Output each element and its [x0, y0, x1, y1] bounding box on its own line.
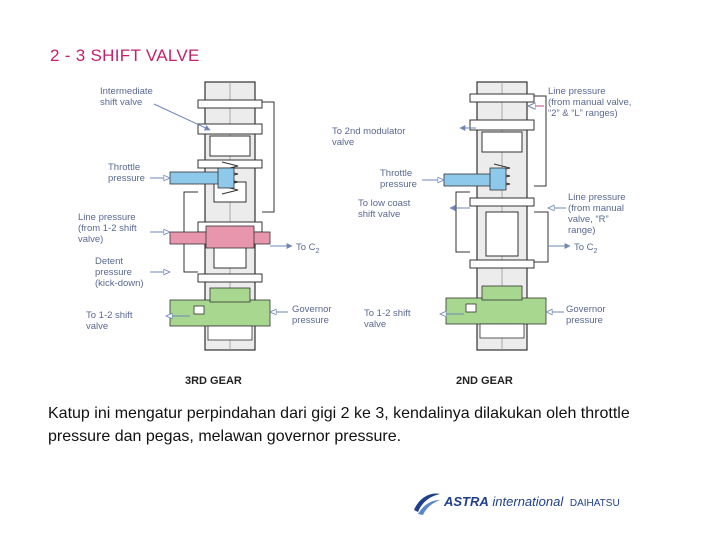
governor-channel: [446, 298, 546, 324]
description-text: Katup ini mengatur perpindahan dari gigi 2 ke 3, kendalinya dilakukan oleh throttle pressure dan pegas, melawan governor pressure.: [48, 405, 630, 445]
label-to12-right: To 1-2 shift valve: [364, 308, 411, 330]
label-to-2nd-modulator: To 2nd modulator valve: [332, 126, 406, 148]
label-throttle-right: Throttle pressure: [380, 168, 417, 190]
caption-2nd-gear: 2ND GEAR: [456, 375, 513, 387]
label-toc2-left: To $C_2$: [296, 242, 320, 255]
label-detent: Detent pressure (kick-down): [95, 256, 144, 289]
shift-valve-diagram: [70, 72, 650, 392]
label-governor-right: Governor pressure: [566, 304, 606, 326]
logo-partner: DAIHATSU: [569, 498, 620, 509]
label-to12-left: To 1-2 shift valve: [86, 310, 133, 332]
label-low-coast: To low coast shift valve: [358, 198, 411, 220]
logo-brand: ASTRA: [444, 494, 489, 509]
label-toc2-right: To $C_2$: [574, 242, 598, 255]
label-governor-left: Governor pressure: [292, 304, 332, 326]
astra-swoosh-icon: [412, 488, 442, 518]
label-throttle-left: Throttle pressure: [108, 162, 145, 184]
valve-2nd-gear: [332, 82, 631, 387]
caption-3rd-gear: 3RD GEAR: [185, 375, 242, 387]
governor-channel: [170, 300, 270, 326]
astra-logo: [412, 488, 620, 518]
label-line-manual: Line pressure (from manual valve, “2” & “L” ranges): [548, 86, 632, 119]
label-line-r: Line pressure (from manual valve, “R” range): [568, 192, 626, 236]
logo-word: international: [492, 494, 564, 509]
valve-3rd-gear: [78, 82, 332, 387]
page-title: 2 - 3 SHIFT VALVE: [50, 46, 200, 65]
label-line-left: Line pressure (from 1-2 shift valve): [78, 212, 137, 245]
label-intermediate: Intermediate shift valve: [100, 86, 153, 108]
